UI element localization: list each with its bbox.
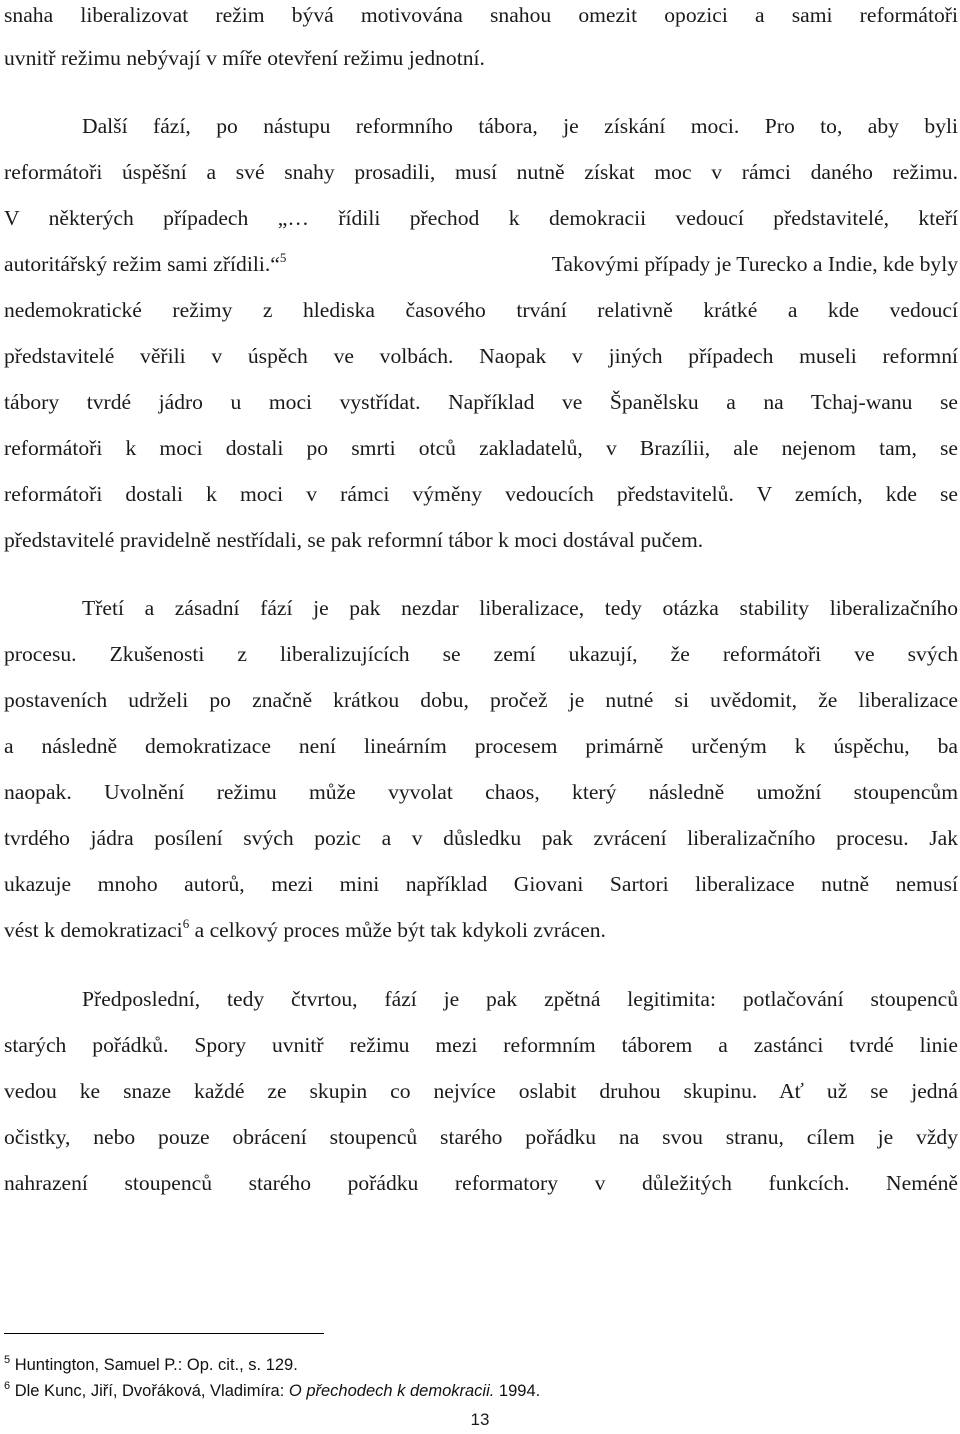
- footnote-5: [4, 1354, 298, 1376]
- paragraph-line: tábory tvrdé jádro u moci vystřídat. Například ve Španělsku a na Tchaj-wanu se: [4, 390, 958, 414]
- footnote-mark: 6: [4, 1380, 11, 1392]
- paragraph-line: ukazuje mnoho autorů, mezi mini například Giovani Sartori liberalizace nutně nemusí: [4, 872, 958, 896]
- paragraph-line: [4, 915, 958, 945]
- paragraph-line: reformátoři k moci dostali po smrti otců zakladatelů, v Brazílii, ale nejenom tam, se: [4, 436, 958, 460]
- footnote-ref: 6: [182, 916, 190, 931]
- paragraph-line: nahrazení stoupenců starého pořádku reformatory v důležitých funkcích. Neméně: [4, 1171, 958, 1195]
- footnote-text: Huntington, Samuel P.: Op. cit., s. 129.: [14, 1356, 298, 1374]
- paragraph-line: uvnitř režimu nebývají v míře otevření režimu jednotní.: [4, 46, 485, 70]
- footnote-title: O přechodech k demokracii.: [288, 1382, 495, 1400]
- paragraph-line: reformátoři dostali k moci v rámci výměny vedoucích představitelů. V zemích, kde se: [4, 482, 958, 506]
- paragraph-line: očistky, nebo pouze obrácení stoupenců starého pořádku na svou stranu, cílem je vždy: [4, 1125, 958, 1149]
- footnote-ref: 5: [279, 250, 287, 265]
- paragraph-line: starých pořádků. Spory uvnitř režimu mezi reformním táborem a zastánci tvrdé linie: [4, 1033, 958, 1057]
- paragraph-line: představitelé věřili v úspěch ve volbách. Naopak v jiných případech museli reformní: [4, 344, 958, 368]
- paragraph-line: Další fází, po nástupu reformního tábora, je získání moci. Pro to, aby byli: [82, 114, 958, 138]
- paragraph-line: Třetí a zásadní fází je pak nezdar liberalizace, tedy otázka stability liberalizačního: [82, 596, 958, 620]
- line-continuation: Takovými případy je Turecko a Indie, kde byly: [551, 252, 958, 276]
- line-text: vést k demokratizaci: [4, 918, 183, 942]
- paragraph-line: představitelé pravidelně nestřídali, se pak reformní tábor k moci dostával pučem.: [4, 528, 704, 552]
- footnote-mark: 5: [4, 1354, 11, 1366]
- line-text: a celkový proces může být tak kdykoli zvrácen.: [194, 918, 606, 942]
- paragraph-line: [4, 249, 958, 279]
- paragraph-line: postaveních udrželi po značně krátkou dobu, pročež je nutné si uvědomit, že liberalizace: [4, 688, 958, 712]
- footnote-text: 1994.: [494, 1382, 541, 1400]
- quote-end-text: autoritářský režim sami zřídili.“: [4, 252, 280, 276]
- paragraph-line: procesu. Zkušenosti z liberalizujících se zemí ukazují, že reformátoři ve svých: [4, 642, 958, 666]
- paragraph-line: snaha liberalizovat režim bývá motivována snahou omezit opozici a sami reformátoři: [4, 3, 958, 27]
- paragraph-line: tvrdého jádra posílení svých pozic a v důsledku pak zvrácení liberalizačního procesu. Jak: [4, 826, 958, 850]
- paragraph-line: Předposlední, tedy čtvrtou, fází je pak zpětná legitimita: potlačování stoupenců: [82, 987, 958, 1011]
- page-number: 13: [470, 1410, 490, 1429]
- paragraph-line: reformátoři úspěšní a své snahy prosadili, musí nutně získat moc v rámci daného režimu.: [4, 160, 958, 184]
- paragraph-line: vedou ke snaze každé ze skupin co nejvíce oslabit druhou skupinu. Ať už se jedná: [4, 1079, 958, 1103]
- paragraph-line: naopak. Uvolnění režimu může vyvolat chaos, který následně umožní stoupencům: [4, 780, 958, 804]
- paragraph-line: V některých případech „… řídili přechod k demokracii vedoucí představitelé, kteří: [4, 206, 958, 230]
- paragraph-line: nedemokratické režimy z hlediska časového trvání relativně krátké a kde vedoucí: [4, 298, 958, 322]
- footnote-6: [4, 1380, 540, 1402]
- paragraph-line: a následně demokratizace není lineárním procesem primárně určeným k úspěchu, ba: [4, 734, 958, 758]
- footnote-separator: [4, 1333, 324, 1334]
- footnote-text: Dle Kunc, Jiří, Dvořáková, Vladimíra:: [14, 1382, 289, 1400]
